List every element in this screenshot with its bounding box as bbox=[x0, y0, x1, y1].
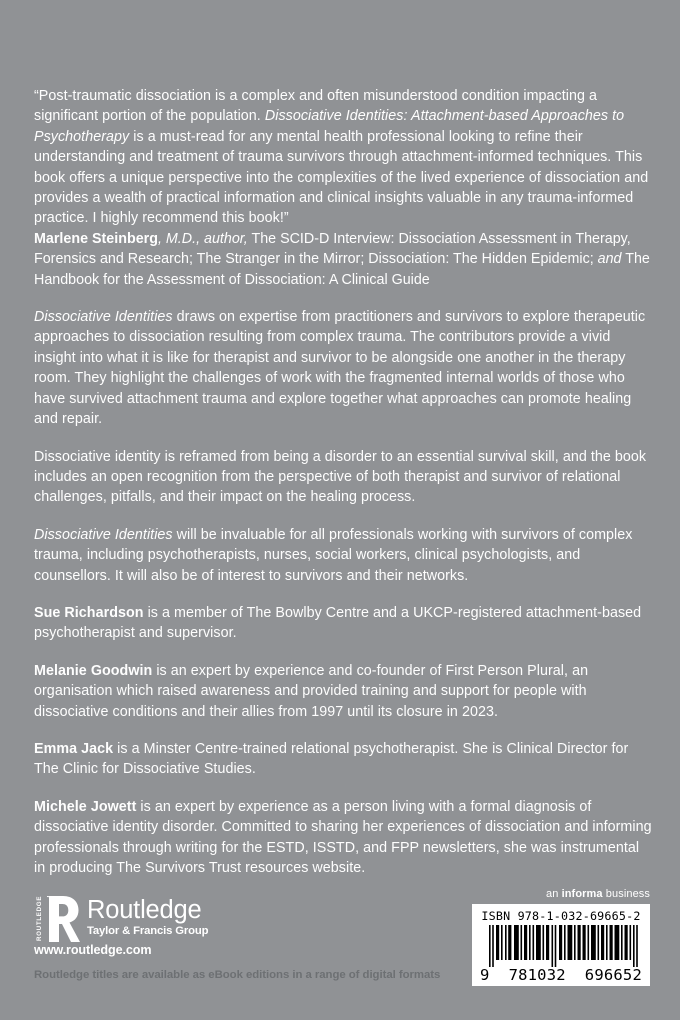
isbn-barcode bbox=[472, 904, 650, 986]
routledge-logo-mark bbox=[34, 896, 80, 942]
description-body-1: draws on expertise from practitioners and survivors to explore therapeutic approaches to dissociation resulting from complex trauma. The contributors provide a vivid insight into what it is like for therapist and survivor to be alongside one another in the therapy room. They highlight the challenges of work with the fragmented internal worlds of those who have survived attachment trauma and explore together what approaches can promote healing and repair. bbox=[34, 309, 646, 428]
description-paragraph-1 bbox=[34, 307, 652, 429]
author-bio-emma-jack bbox=[34, 739, 652, 780]
routledge-name: Routledge bbox=[87, 896, 202, 924]
author-name: Sue Richardson bbox=[34, 604, 144, 621]
ean-left-group: 781032 bbox=[508, 966, 566, 984]
routledge-group: Taylor & Francis Group bbox=[87, 925, 209, 937]
endorsement-book-title: Dissociative Identities: Attachment-based Approaches to Psychotherapy bbox=[34, 108, 625, 145]
endorser-works-part2: The Handbook for the Assessment of Dissociation: A Clinical Guide bbox=[34, 251, 650, 288]
author-bio-text: is a member of The Bowlby Centre and a UKCP-registered attachment-based psychotherapist and supervisor. bbox=[34, 604, 642, 642]
author-name: Melanie Goodwin bbox=[34, 662, 153, 679]
author-bio-text: is an expert by experience as a person living with a formal diagnosis of dissociative identity disorder. Committed to sharing her experiences of dissociation and informing professionals through writing for the ESTD, ISSTD, and FPP newsletters, she was instrumental in producing The Survivors Trust resources website. bbox=[34, 798, 652, 876]
description-body-3: will be invaluable for all professionals working with survivors of complex trauma, including psychotherapists, nurses, social workers, clinical psychologists, and counsellors. It will also be of interest to survivors and their networks. bbox=[34, 526, 633, 584]
author-bio-michele-jowett bbox=[34, 797, 652, 879]
description-title-3: Dissociative Identities bbox=[34, 526, 173, 543]
ean-first-digit: 9 bbox=[480, 966, 490, 984]
endorsement-quote bbox=[34, 86, 652, 229]
barcode-bars-svg bbox=[479, 925, 643, 967]
author-name: Michele Jowett bbox=[34, 798, 137, 815]
cover-footer bbox=[0, 880, 680, 1020]
endorser-credentials: , M.D., author, bbox=[157, 230, 248, 247]
ean-digits bbox=[479, 967, 643, 984]
routledge-r-icon bbox=[47, 896, 80, 942]
barcode-bars bbox=[479, 925, 643, 967]
endorsement-quote-part1: “Post-traumatic dissociation is a complex and often misunderstood condition impacting a significant portion of the population. bbox=[34, 88, 598, 125]
ean-right-group: 696652 bbox=[584, 966, 642, 984]
description-title-1: Dissociative Identities bbox=[34, 309, 173, 326]
endorser-works-and: and bbox=[593, 251, 622, 268]
author-name: Emma Jack bbox=[34, 740, 114, 757]
routledge-logo bbox=[34, 896, 208, 942]
author-bio-sue-richardson bbox=[34, 603, 652, 644]
cover-text-content bbox=[34, 86, 652, 895]
author-bio-text: is a Minster Centre-trained relational psychotherapist. She is Clinical Director for The Clinic for Dissociative Studies. bbox=[34, 740, 629, 778]
endorser-name: Marlene Steinberg bbox=[34, 230, 158, 247]
author-bio-text: is an expert by experience and co-founder of First Person Plural, an organisation which raised awareness and provided training and support for people with dissociative conditions and their allies from 1997 until its closure in 2023. bbox=[34, 662, 589, 720]
informa-brand: informa bbox=[561, 888, 603, 900]
routledge-wordmark bbox=[87, 896, 208, 938]
informa-suffix: business bbox=[602, 888, 650, 900]
routledge-vertical-text: ROUTLEDGE bbox=[36, 895, 43, 941]
endorsement-attribution bbox=[34, 229, 652, 290]
informa-business-note bbox=[546, 888, 650, 900]
endorsement-quote-part2: is a must-read for any mental health professional looking to refine their understanding and treatment of trauma survivors through attachment-informed techniques. This book offers a unique perspective into the complexities of the lived experience of dissociation and provides a wealth of practical information and clinical insights valuable in any trauma-informed practice. I highly recommend this book!” bbox=[34, 128, 649, 227]
ebook-availability-note: Routledge titles are available as eBook editions in a range of digital formats bbox=[34, 969, 441, 981]
routledge-url[interactable]: www.routledge.com bbox=[34, 943, 152, 957]
isbn-text: ISBN 978-1-032-69665-2 bbox=[481, 909, 641, 923]
endorser-works-part1: The SCID-D Interview: Dissociation Assessment in Therapy, Forensics and Research; The Stranger in the Mirror; Dissociation: The Hidden Epidemic; bbox=[34, 230, 631, 268]
description-paragraph-2: Dissociative identity is reframed from being a disorder to an essential survival skill, and the book includes an open recognition from the perspective of both therapist and survivor of relational challenges, pitfalls, and their impact on the healing process. bbox=[34, 448, 647, 506]
author-bio-melanie-goodwin bbox=[34, 661, 652, 722]
informa-prefix: an bbox=[545, 888, 562, 900]
description-paragraph-3 bbox=[34, 525, 652, 586]
